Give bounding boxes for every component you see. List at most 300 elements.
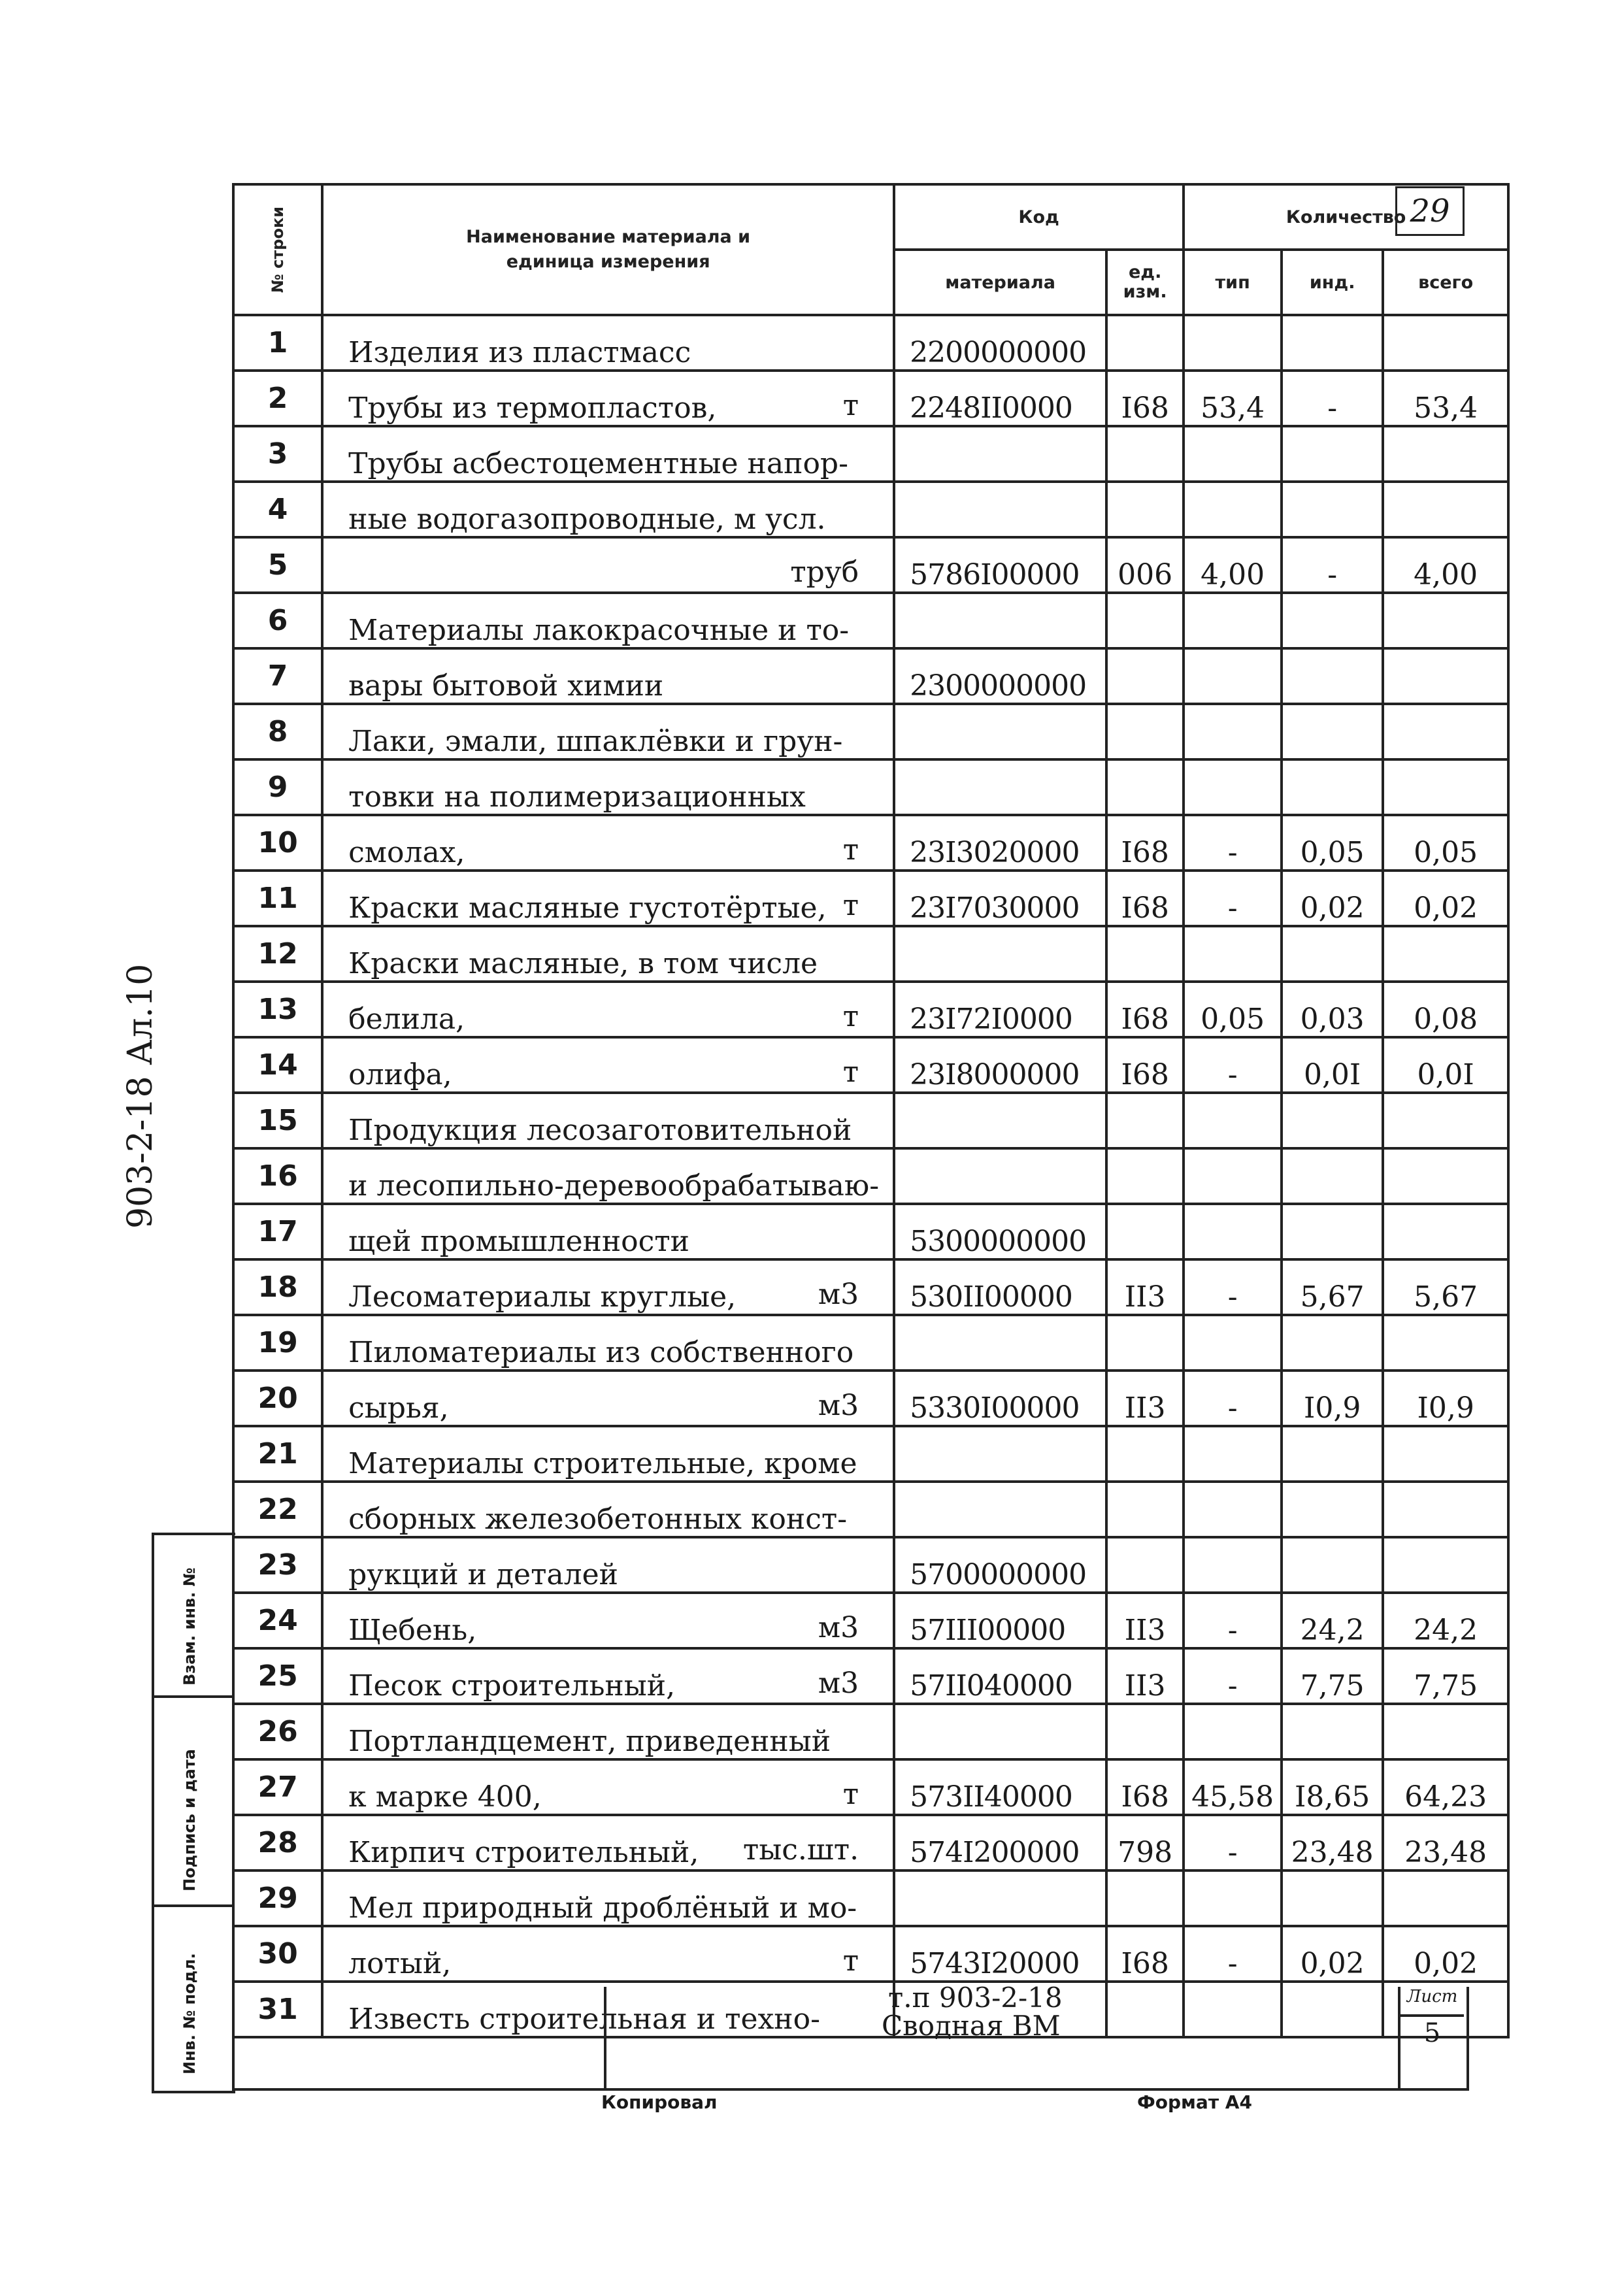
qty-total [1383,1315,1508,1371]
material-name-cell [322,537,894,593]
table-row [233,315,1508,371]
material-name: сырья, [348,1391,449,1425]
material-name: Трубы асбестоцементные напор- [348,447,848,480]
table-row [233,1148,1508,1204]
qty-total [1383,482,1508,537]
row-number: 30 [233,1926,322,1982]
qty-ind: 0,02 [1282,1926,1383,1982]
unit-code: 798 [1106,1815,1184,1870]
qty-ind: 23,48 [1282,1815,1383,1870]
table-row [233,1315,1508,1371]
row-number: 6 [233,593,322,648]
unit-code [1106,1093,1184,1148]
unit-code: I68 [1106,1037,1184,1093]
row-number: 2 [233,371,322,426]
row-number: 4 [233,482,322,537]
row-number: 12 [233,926,322,982]
material-code: 23I3020000 [894,815,1106,871]
material-name-cell [322,426,894,482]
unit-code [1106,1704,1184,1759]
unit-code [1106,759,1184,815]
header-code-material: материала [894,250,1106,315]
row-number: 5 [233,537,322,593]
material-name-cell [322,815,894,871]
material-code [894,1482,1106,1537]
row-number: 3 [233,426,322,482]
row-number: 19 [233,1315,322,1371]
unit-code [1106,1537,1184,1593]
stamp-inv-vzam-label: Взам. инв. № [180,1567,199,1686]
material-name-cell [322,1371,894,1426]
material-code: 574I200000 [894,1815,1106,1870]
row-number: 15 [233,1093,322,1148]
row-number: 13 [233,982,322,1037]
measure-unit: м3 [818,1389,859,1422]
unit-code [1106,315,1184,371]
qty-total: 23,48 [1383,1815,1508,1870]
materials-table [232,183,1510,2042]
qty-type: - [1184,815,1282,871]
material-name-cell [322,593,894,648]
material-name: щей промышленности [348,1225,689,1258]
qty-ind [1282,1426,1383,1482]
stamp-inv-original-label: Инв. № подл. [180,1953,199,2074]
qty-total [1383,1426,1508,1482]
measure-unit: т [842,1000,859,1033]
qty-type: - [1184,1648,1282,1704]
unit-code [1106,482,1184,537]
row-number: 17 [233,1204,322,1259]
unit-code [1106,926,1184,982]
table-row [233,593,1508,648]
material-name: и лесопильно-деревообрабатываю- [348,1169,880,1203]
material-name-cell [322,1204,894,1259]
qty-type [1184,482,1282,537]
material-name-cell [322,759,894,815]
material-name: Трубы из термопластов, [348,391,717,425]
qty-type: - [1184,1259,1282,1315]
material-code: 23I7030000 [894,871,1106,926]
material-name-cell [322,1870,894,1926]
unit-code [1106,704,1184,759]
material-code: 2248II0000 [894,371,1106,426]
qty-total: 5,67 [1383,1259,1508,1315]
material-name-cell [322,1815,894,1870]
material-name: лотый, [348,1947,452,1980]
qty-total [1383,1093,1508,1148]
material-name-cell [322,1259,894,1315]
qty-ind [1282,648,1383,704]
header-qty-type: тип [1184,250,1282,315]
material-name-cell [322,1759,894,1815]
material-name-cell [322,1093,894,1148]
material-code [894,1870,1106,1926]
qty-ind [1282,315,1383,371]
measure-unit: тыс.шт. [742,1833,859,1867]
material-name-cell [322,1426,894,1482]
qty-total: 4,00 [1383,537,1508,593]
material-name-cell [322,704,894,759]
qty-type: - [1184,1037,1282,1093]
material-code [894,759,1106,815]
material-name: рукций и деталей [348,1558,618,1591]
row-number: 27 [233,1759,322,1815]
stamp-cell-inv-vzam [154,1535,233,1698]
material-code: 57III00000 [894,1593,1106,1648]
measure-unit: т [842,833,859,867]
material-name: Лаки, эмали, шпаклёвки и грун- [348,725,843,758]
measure-unit: т [842,389,859,422]
table-row [233,1815,1508,1870]
qty-type [1184,315,1282,371]
header-code-unit: ед. изм. [1106,250,1184,315]
qty-total [1383,315,1508,371]
qty-total [1383,593,1508,648]
material-name-cell [322,982,894,1037]
row-number: 9 [233,759,322,815]
material-name-cell [322,1537,894,1593]
qty-type: 4,00 [1184,537,1282,593]
material-code: 530II00000 [894,1259,1106,1315]
material-code [894,1426,1106,1482]
qty-ind [1282,426,1383,482]
qty-type [1184,1204,1282,1259]
qty-type [1184,426,1282,482]
stamp-cell-signature [154,1695,233,1907]
material-code [894,1704,1106,1759]
row-number: 20 [233,1371,322,1426]
table-row [233,871,1508,926]
qty-total [1383,1148,1508,1204]
qty-ind [1282,1870,1383,1926]
qty-type [1184,1482,1282,1537]
material-name: Лесоматериалы круглые, [348,1280,737,1314]
qty-ind: 24,2 [1282,1593,1383,1648]
table-row [233,704,1508,759]
material-name: Щебень, [348,1614,477,1647]
row-number: 26 [233,1704,322,1759]
measure-unit: м3 [818,1611,859,1644]
header-quantity: Количество [1184,184,1508,250]
header-row-no: № строки [233,184,322,315]
qty-total: 7,75 [1383,1648,1508,1704]
material-code: 57II040000 [894,1648,1106,1704]
qty-type [1184,648,1282,704]
row-number: 8 [233,704,322,759]
measure-unit: м3 [818,1278,859,1311]
table-row [233,926,1508,982]
unit-code [1106,1315,1184,1371]
material-code: 2300000000 [894,648,1106,704]
material-code: 573II40000 [894,1759,1106,1815]
material-code [894,426,1106,482]
qty-type [1184,1148,1282,1204]
material-name-cell [322,648,894,704]
material-name-cell [322,1648,894,1704]
doc-ref: т.п 903-2-18 [888,1982,1063,2014]
unit-code: I68 [1106,871,1184,926]
header-qty-total: всего [1383,250,1508,315]
material-name: смолах, [348,836,465,869]
material-name: Мел природный дроблёный и мо- [348,1891,857,1925]
measure-unit: т [842,1056,859,1089]
qty-type [1184,704,1282,759]
row-number: 24 [233,1593,322,1648]
qty-type [1184,593,1282,648]
qty-type: - [1184,871,1282,926]
qty-ind [1282,759,1383,815]
format-label: Формат А4 [1137,2091,1252,2113]
qty-ind: 0,02 [1282,871,1383,926]
qty-type [1184,1315,1282,1371]
material-code [894,926,1106,982]
qty-type: 45,58 [1184,1759,1282,1815]
material-name: Продукция лесозаготовительной [348,1114,852,1147]
unit-code: II3 [1106,1259,1184,1315]
unit-code: II3 [1106,1648,1184,1704]
qty-ind [1282,482,1383,537]
qty-total [1383,759,1508,815]
row-number: 23 [233,1537,322,1593]
qty-total [1383,648,1508,704]
material-name: Изделия из пластмасс [348,336,691,369]
qty-type: - [1184,1815,1282,1870]
table-row [233,759,1508,815]
unit-code [1106,426,1184,482]
qty-ind: 0,0I [1282,1037,1383,1093]
doc-title: Сводная ВМ [882,2010,1061,2042]
row-number: 29 [233,1870,322,1926]
qty-ind: I0,9 [1282,1371,1383,1426]
material-name: Известь строительная и техно- [348,2003,820,2036]
material-code: 5786I00000 [894,537,1106,593]
unit-code: I68 [1106,982,1184,1037]
unit-code: 006 [1106,537,1184,593]
qty-type [1184,926,1282,982]
unit-code [1106,1148,1184,1204]
table-row [233,1759,1508,1815]
qty-ind [1282,1315,1383,1371]
row-number: 25 [233,1648,322,1704]
material-code: 5700000000 [894,1537,1106,1593]
table-row [233,482,1508,537]
measure-unit: т [842,1944,859,1978]
qty-ind [1282,1537,1383,1593]
qty-type: - [1184,1926,1282,1982]
row-number: 28 [233,1815,322,1870]
measure-unit: м3 [818,1667,859,1700]
row-number: 22 [233,1482,322,1537]
measure-unit: т [842,1778,859,1811]
qty-type [1184,1426,1282,1482]
material-name: ные водогазопроводные, м усл. [348,503,826,536]
qty-total: 0,0I [1383,1037,1508,1093]
material-name-cell [322,482,894,537]
material-name-cell [322,1315,894,1371]
qty-type [1184,1704,1282,1759]
row-number: 18 [233,1259,322,1315]
material-name-cell [322,371,894,426]
qty-total: 0,02 [1383,1926,1508,1982]
unit-code: I68 [1106,1926,1184,1982]
measure-unit: труб [790,556,859,589]
qty-type [1184,1537,1282,1593]
qty-total [1383,1482,1508,1537]
qty-total: 0,08 [1383,982,1508,1037]
qty-ind: 5,67 [1282,1259,1383,1315]
qty-total: 64,23 [1383,1759,1508,1815]
table-row [233,1870,1508,1926]
qty-total: 53,4 [1383,371,1508,426]
unit-code: II3 [1106,1371,1184,1426]
row-number: 11 [233,871,322,926]
qty-total [1383,1870,1508,1926]
unit-code [1106,1426,1184,1482]
table-row [233,1648,1508,1704]
material-name: к марке 400, [348,1780,542,1814]
qty-ind: 0,05 [1282,815,1383,871]
row-number: 14 [233,1037,322,1093]
row-number: 10 [233,815,322,871]
table-row [233,1204,1508,1259]
unit-code [1106,1870,1184,1926]
material-code: 5300000000 [894,1204,1106,1259]
qty-type [1184,1870,1282,1926]
unit-code: I68 [1106,815,1184,871]
header-qty-ind: инд. [1282,250,1383,315]
qty-ind: - [1282,371,1383,426]
unit-code [1106,1204,1184,1259]
material-name: Песок строительный, [348,1669,676,1703]
qty-total: 0,05 [1383,815,1508,871]
row-number: 7 [233,648,322,704]
material-code [894,593,1106,648]
qty-total [1383,926,1508,982]
qty-ind: 7,75 [1282,1648,1383,1704]
stamp-signature-label: Подпись и дата [180,1749,199,1891]
material-name: сборных железобетонных конст- [348,1503,848,1536]
material-code [894,1093,1106,1148]
material-name: Кирпич строительный, [348,1836,699,1869]
row-number: 21 [233,1426,322,1482]
qty-total [1383,704,1508,759]
qty-total [1383,1204,1508,1259]
table-row [233,1371,1508,1426]
table-row [233,1926,1508,1982]
material-name: белила, [348,1003,465,1036]
unit-code [1106,1482,1184,1537]
material-name: товки на полимеризационных [348,780,806,814]
qty-ind [1282,926,1383,982]
unit-code [1106,593,1184,648]
qty-ind [1282,1482,1383,1537]
qty-ind: - [1282,537,1383,593]
table-row [233,1093,1508,1148]
material-name: Портландцемент, приведенный [348,1725,831,1758]
table-row [233,1426,1508,1482]
qty-type: - [1184,1593,1282,1648]
material-name: Пиломатериалы из собственного [348,1336,854,1369]
unit-code: II3 [1106,1593,1184,1648]
material-code: 2200000000 [894,315,1106,371]
material-name: Материалы строительные, кроме [348,1447,857,1480]
qty-total [1383,1537,1508,1593]
qty-type: - [1184,1371,1282,1426]
qty-type: 53,4 [1184,371,1282,426]
material-code [894,1148,1106,1204]
unit-code: I68 [1106,1759,1184,1815]
table-row [233,371,1508,426]
qty-ind: I8,65 [1282,1759,1383,1815]
material-code: 5743I20000 [894,1926,1106,1982]
material-name-cell [322,871,894,926]
stamp-cell-inv-original [154,1904,233,2088]
stamp-column [152,1533,235,2093]
sheet-number: 5 [1423,2018,1441,2048]
material-name-cell [322,1704,894,1759]
material-name-cell [322,926,894,982]
material-code [894,1315,1106,1371]
qty-total: I0,9 [1383,1371,1508,1426]
material-code [894,482,1106,537]
qty-ind [1282,593,1383,648]
table-row [233,537,1508,593]
row-number: 31 [233,1982,322,2037]
row-number: 1 [233,315,322,371]
table-row [233,815,1508,871]
material-name-cell [322,1593,894,1648]
table-row [233,1537,1508,1593]
qty-type [1184,759,1282,815]
material-name-cell [322,1148,894,1204]
margin-note: 903-2-18 Ал.10 [121,963,160,1229]
qty-type [1184,1093,1282,1148]
table-row [233,1704,1508,1759]
measure-unit: т [842,889,859,922]
header-name: Наименование материала и единица измерения [322,184,894,315]
material-name: Материалы лакокрасочные и то- [348,614,850,647]
table-row [233,1593,1508,1648]
material-code: 23I8000000 [894,1037,1106,1093]
material-code: 5330I00000 [894,1371,1106,1426]
material-name: вары бытовой химии [348,669,664,703]
qty-ind [1282,1148,1383,1204]
qty-ind [1282,1704,1383,1759]
material-name-cell [322,1037,894,1093]
unit-code: I68 [1106,371,1184,426]
table-row [233,426,1508,482]
material-name-cell [322,1926,894,1982]
qty-ind [1282,1204,1383,1259]
qty-ind [1282,1093,1383,1148]
table-row [233,648,1508,704]
page-number: 29 [1410,193,1450,229]
qty-total [1383,1704,1508,1759]
material-code: 23I72I0000 [894,982,1106,1037]
qty-type: 0,05 [1184,982,1282,1037]
header-code: Код [894,184,1184,250]
table-row [233,982,1508,1037]
copied-by: Копировал [601,2091,718,2113]
table-row [233,1037,1508,1093]
sheet-label: Лист [1400,1987,1464,2017]
unit-code [1106,648,1184,704]
qty-ind [1282,704,1383,759]
table-row [233,1482,1508,1537]
qty-ind: 0,03 [1282,982,1383,1037]
qty-total: 0,02 [1383,871,1508,926]
qty-total [1383,426,1508,482]
